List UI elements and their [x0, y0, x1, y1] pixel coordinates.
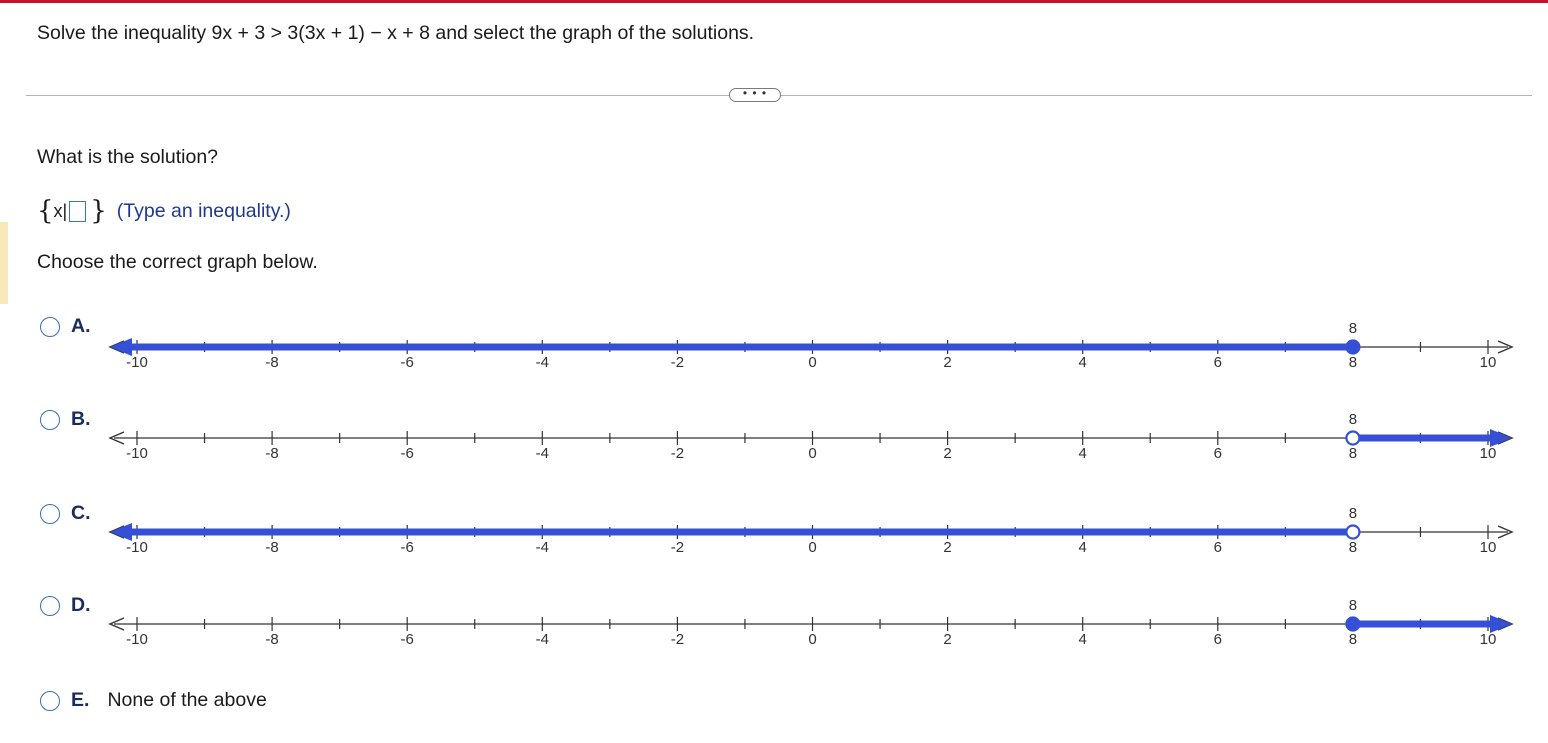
tick-label: 4	[1078, 631, 1087, 648]
tick-label: 2	[943, 445, 952, 462]
tick-label: -4	[535, 539, 549, 556]
number-line-d	[0, 597, 1548, 657]
answer-row	[37, 197, 291, 225]
endpoint-label: 8	[1348, 411, 1358, 428]
closed-endpoint	[1346, 618, 1359, 631]
tick-label: 10	[1479, 445, 1497, 462]
tick-label: -2	[670, 539, 685, 556]
tick-label: 8	[1348, 354, 1358, 371]
option-e-letter: E.	[71, 689, 90, 711]
top-accent-rule	[0, 0, 1548, 3]
endpoint-label: 8	[1348, 597, 1358, 614]
close-brace: }	[90, 196, 107, 226]
number-line-a	[0, 320, 1548, 380]
tick-label: -10	[126, 445, 148, 462]
tick-label: 4	[1078, 445, 1087, 462]
tick-label: -6	[400, 631, 414, 648]
tick-label: 4	[1078, 354, 1087, 371]
tick-label: 2	[943, 539, 952, 556]
tick-label: 10	[1479, 631, 1497, 648]
tick-label: -10	[126, 354, 148, 371]
tick-label: 10	[1479, 539, 1497, 556]
tick-label: 0	[808, 631, 817, 648]
option-e-text: None of the above	[107, 689, 267, 711]
tick-label: 0	[808, 445, 817, 462]
tick-label: -10	[126, 631, 148, 648]
tick-label: -8	[265, 539, 279, 556]
tick-label: -2	[670, 631, 685, 648]
tick-label: 6	[1213, 354, 1222, 371]
tick-label: -4	[535, 445, 549, 462]
option-e-radio[interactable]	[40, 691, 60, 711]
tick-label: 6	[1213, 539, 1222, 556]
input-hint: (Type an inequality.)	[116, 199, 291, 222]
solution-prompt: What is the solution?	[37, 146, 219, 168]
question-text: Solve the inequality 9x + 3 > 3(3x + 1) − x + 8 and select the graph of the solutions.	[37, 22, 755, 44]
tick-label: 2	[943, 354, 952, 371]
open-endpoint	[1346, 526, 1359, 539]
tick-label: -6	[400, 354, 414, 371]
tick-label: 0	[808, 539, 817, 556]
tick-label: -8	[265, 354, 279, 371]
option-e[interactable]	[40, 689, 267, 712]
tick-label: -8	[265, 445, 279, 462]
option-c-letter: C.	[71, 502, 91, 524]
endpoint-label: 8	[1348, 320, 1358, 337]
tick-label: 10	[1479, 354, 1497, 371]
endpoint-label: 8	[1348, 505, 1358, 522]
tick-label: 8	[1348, 539, 1358, 556]
tick-label: -2	[670, 354, 685, 371]
tick-label: 6	[1213, 445, 1222, 462]
tick-label: -4	[535, 354, 549, 371]
tick-label: -6	[400, 445, 414, 462]
tick-label: -10	[126, 539, 148, 556]
tick-label: 6	[1213, 631, 1222, 648]
open-endpoint	[1346, 432, 1359, 445]
option-b-letter: B.	[71, 408, 91, 430]
choose-graph-prompt: Choose the correct graph below.	[37, 251, 318, 273]
option-a-letter: A.	[71, 315, 91, 337]
tick-label: 8	[1348, 445, 1358, 462]
left-accent-bar	[0, 222, 8, 304]
number-line-c	[0, 505, 1548, 565]
inequality-input[interactable]	[69, 201, 86, 222]
set-variable: x|	[53, 200, 68, 221]
tick-label: -4	[535, 631, 549, 648]
tick-label: -8	[265, 631, 279, 648]
tick-label: -6	[400, 539, 414, 556]
tick-label: 0	[808, 354, 817, 371]
tick-label: -2	[670, 445, 685, 462]
tick-label: 8	[1348, 631, 1358, 648]
open-brace: {	[37, 196, 54, 226]
show-more-button[interactable]: • • •	[729, 88, 781, 102]
number-line-b	[0, 411, 1548, 471]
tick-label: 4	[1078, 539, 1087, 556]
option-d-letter: D.	[71, 594, 91, 616]
tick-label: 2	[943, 631, 952, 648]
closed-endpoint	[1346, 341, 1359, 354]
